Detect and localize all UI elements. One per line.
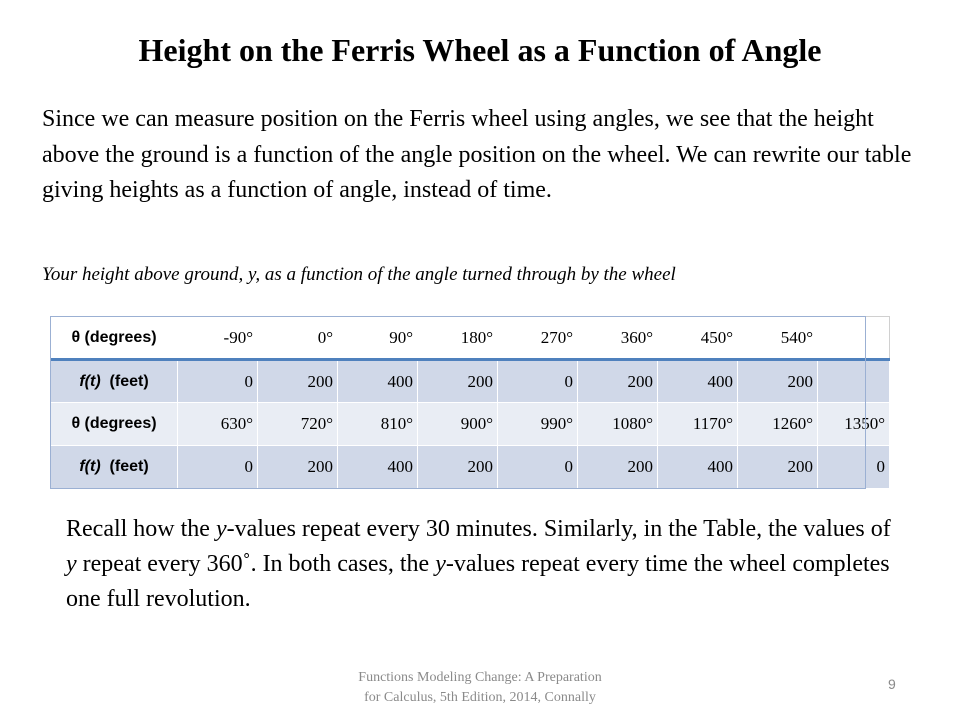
angle-cell: 900° [418, 403, 498, 446]
height-cell: 0 [498, 446, 578, 489]
angle-cell: 630° [178, 403, 258, 446]
height-cell: 200 [418, 360, 498, 403]
angle-row-label: θ (degrees) [51, 317, 178, 360]
height-cell: 400 [658, 446, 738, 489]
height-cell: 200 [738, 446, 818, 489]
angle-cell: 810° [338, 403, 418, 446]
footer-line-1: Functions Modeling Change: A Preparation [358, 670, 602, 685]
angle-cell: 1260° [738, 403, 818, 446]
angle-row-1 [51, 317, 890, 360]
angle-cell: 990° [498, 403, 578, 446]
angle-row-2 [51, 403, 890, 446]
height-cell: 200 [418, 446, 498, 489]
recall-paragraph: Recall how the y-values repeat every 30 minutes. Similarly, in the Table, the values of y repeat every 360˚. In both cases, the y-values repeat every time the wheel completes one full revolution. [66, 516, 891, 612]
height-cell: 400 [658, 360, 738, 403]
height-cell: 0 [498, 360, 578, 403]
height-row-1 [51, 360, 890, 403]
footer-line-2: for Calculus, 5th Edition, 2014, Connally [364, 690, 596, 705]
height-cell: 0 [178, 446, 258, 489]
height-row-label: f(t) (feet) [51, 446, 178, 489]
height-row-2 [51, 446, 890, 489]
slide-title: Height on the Ferris Wheel as a Function of Angle [138, 32, 822, 68]
height-cell-empty [818, 360, 890, 403]
angle-cell: 90° [338, 317, 418, 360]
table-caption: Your height above ground, y, as a function of the angle turned through by the wheel [42, 264, 676, 285]
angle-cell: 540° [738, 317, 818, 360]
height-cell: 200 [738, 360, 818, 403]
angle-cell-empty [818, 317, 890, 360]
height-cell: 400 [338, 360, 418, 403]
angle-row-label: θ (degrees) [51, 403, 178, 446]
angle-cell: 360° [578, 317, 658, 360]
angle-cell: 0° [258, 317, 338, 360]
angle-cell: 720° [258, 403, 338, 446]
intro-paragraph: Since we can measure position on the Ferris wheel using angles, we see that the height above the ground is a function of the angle position on the wheel. We can rewrite our table giving heights as a function of angle, instead of time. [42, 106, 912, 203]
angle-cell: 270° [498, 317, 578, 360]
height-cell: 0 [818, 446, 890, 489]
angle-height-table [50, 316, 890, 489]
angle-cell: 1350° [818, 403, 890, 446]
angle-cell: 450° [658, 317, 738, 360]
height-cell: 200 [578, 446, 658, 489]
angle-cell: 1080° [578, 403, 658, 446]
page-number: 9 [888, 676, 896, 692]
footer-citation [300, 668, 660, 708]
angle-cell: 1170° [658, 403, 738, 446]
height-cell: 400 [338, 446, 418, 489]
height-cell: 0 [178, 360, 258, 403]
angle-cell: 180° [418, 317, 498, 360]
height-cell: 200 [578, 360, 658, 403]
angle-cell: -90° [178, 317, 258, 360]
height-cell: 200 [258, 360, 338, 403]
height-cell: 200 [258, 446, 338, 489]
height-row-label: f(t) (feet) [51, 360, 178, 403]
